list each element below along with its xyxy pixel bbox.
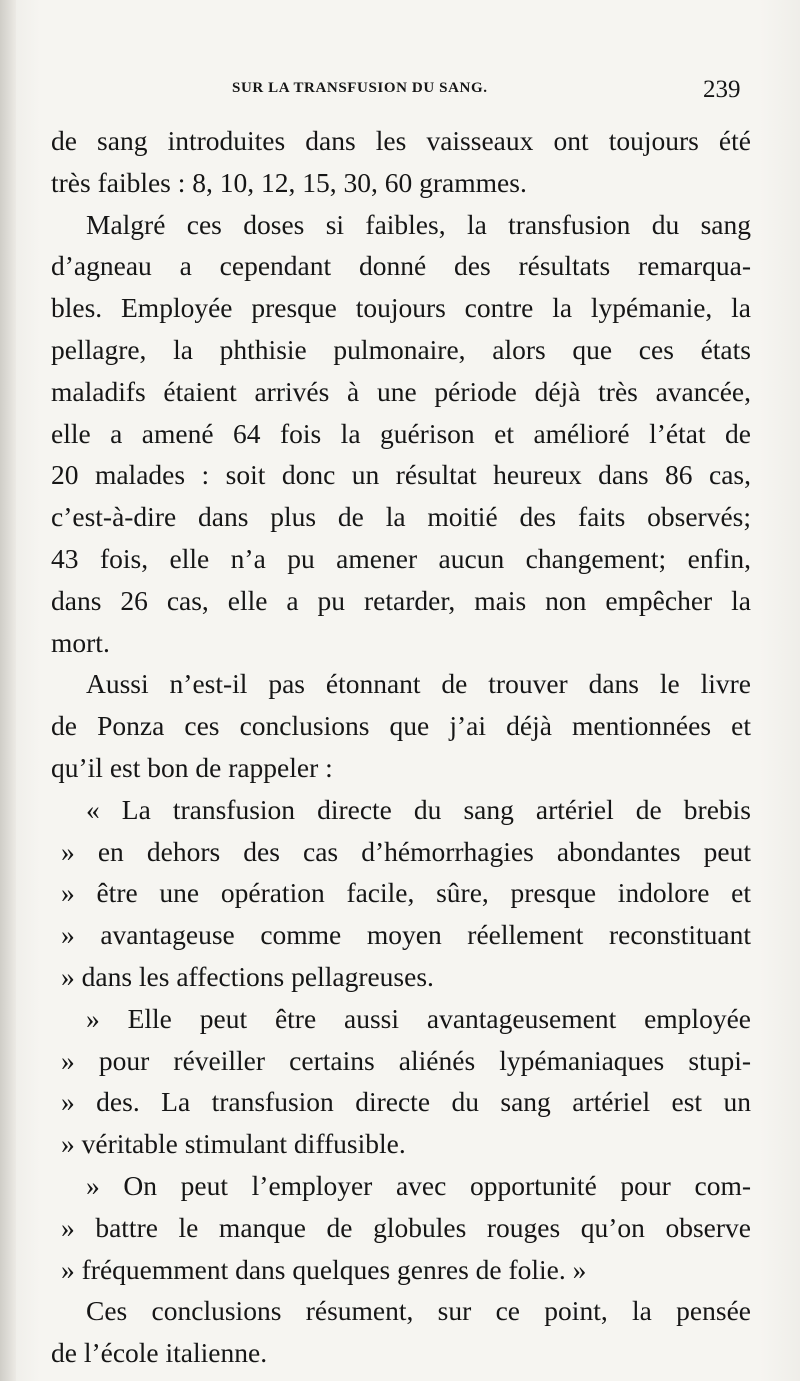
text-line: » être une opération facile, sûre, presque indolore et bbox=[61, 877, 751, 909]
text-line: maladifs étaient arrivés à une période déjà très avancée, bbox=[51, 375, 751, 407]
text-line: de Ponza ces conclusions que j’ai déjà mentionnées et bbox=[51, 710, 751, 742]
text-line: de l’école italienne. bbox=[51, 1337, 268, 1369]
text-line: très faibles : 8, 10, 12, 15, 30, 60 grammes. bbox=[51, 166, 527, 198]
text-line: » en dehors des cas d’hémorrhagies abondantes peut bbox=[61, 835, 751, 867]
text-line: bles. Employée presque toujours contre la lypémanie, la bbox=[51, 292, 751, 324]
text-line: » battre le manque de globules rouges qu’on observe bbox=[61, 1211, 751, 1243]
page-gutter-shadow bbox=[0, 0, 16, 1381]
running-header bbox=[0, 76, 800, 106]
text-line: elle a amené 64 fois la guérison et amélioré l’état de bbox=[51, 417, 751, 449]
text-line: Malgré ces doses si faibles, la transfusion du sang bbox=[86, 208, 751, 240]
text-line: de sang introduites dans les vaisseaux ont toujours été bbox=[51, 125, 751, 156]
text-line: 43 fois, elle n’a pu amener aucun changement; enfin, bbox=[51, 542, 751, 574]
text-line: » avantageuse comme moyen réellement reconstituant bbox=[61, 919, 751, 951]
text-line: » Elle peut être aussi avantageusement employée bbox=[86, 1002, 751, 1034]
running-title: SUR LA TRANSFUSION DU SANG. bbox=[232, 80, 488, 96]
text-line: qu’il est bon de rappeler : bbox=[51, 751, 333, 783]
text-line: » véritable stimulant diffusible. bbox=[61, 1128, 406, 1160]
text-line: » On peut l’employer avec opportunité pour com- bbox=[86, 1169, 751, 1201]
text-line: mort. bbox=[51, 626, 110, 658]
body-text bbox=[51, 120, 751, 1374]
text-line: dans 26 cas, elle a pu retarder, mais non empêcher la bbox=[51, 584, 751, 616]
text-line: 20 malades : soit donc un résultat heureux dans 86 cas, bbox=[51, 459, 751, 491]
text-line: pellagre, la phthisie pulmonaire, alors que ces états bbox=[51, 333, 751, 365]
text-line: » pour réveiller certains aliénés lypémaniaques stupi- bbox=[61, 1044, 751, 1076]
text-line: » fréquemment dans quelques genres de folie. » bbox=[61, 1253, 587, 1285]
text-line: Aussi n’est-il pas étonnant de trouver dans le livre bbox=[86, 668, 751, 700]
text-line: c’est-à-dire dans plus de la moitié des faits observés; bbox=[51, 501, 751, 533]
text-line: » des. La transfusion directe du sang artériel est un bbox=[61, 1086, 751, 1118]
text-line: « La transfusion directe du sang artériel de brebis bbox=[86, 793, 751, 825]
text-line: Ces conclusions résument, sur ce point, la pensée bbox=[86, 1295, 751, 1327]
page-number: 239 bbox=[703, 76, 741, 103]
text-line: » dans les affections pellagreuses. bbox=[61, 960, 434, 992]
text-line: d’agneau a cependant donné des résultats remarqua- bbox=[51, 250, 751, 282]
